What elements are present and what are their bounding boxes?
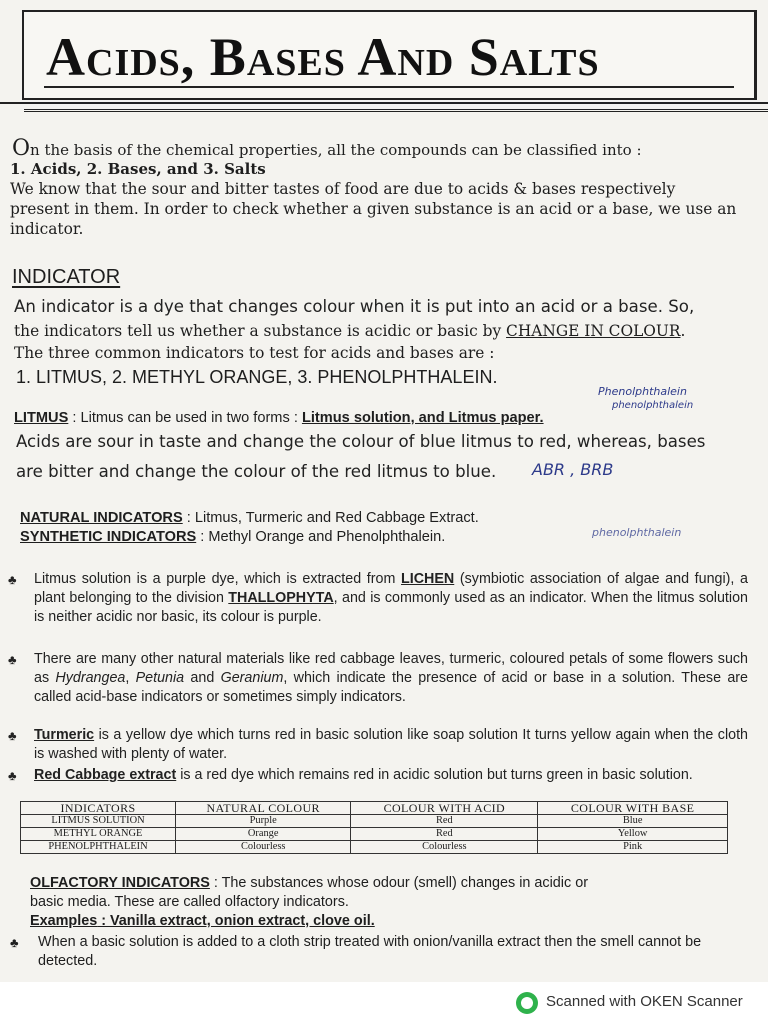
examples-text: : Vanilla extract, onion extract, clove oil.	[97, 913, 375, 929]
table-cell: Blue	[538, 815, 728, 828]
bullet-basic-solution	[10, 933, 730, 971]
title-underline	[44, 86, 734, 88]
bullet-2-text-b: , which indicate the presence of acid or base in a solution. These are called acid-base indicators or sometimes simply indicators.	[34, 670, 748, 705]
examples-label: Examples	[30, 913, 98, 929]
club-bullet-icon: ♣	[10, 935, 19, 950]
synthetic-indicators-label: SYNTHETIC INDICATORS	[20, 529, 197, 545]
thallophyta-term: THALLOPHYTA	[228, 590, 334, 606]
bullet-1-text-c: , and is commonly used as an indicator. When the litmus solution is neither acidic nor basic, its colour is purple.	[34, 590, 748, 625]
handwritten-note-phenolphthalein-1: Phenolphthalein	[598, 385, 687, 398]
table-cell: Orange	[176, 828, 351, 841]
red-cabbage-term: Red Cabbage extract	[34, 767, 177, 783]
table-header: NATURAL COLOUR	[176, 802, 351, 815]
bullet-red-cabbage	[8, 766, 748, 785]
table-cell: Red	[351, 815, 538, 828]
intro-line-5: indicator.	[10, 220, 84, 238]
table-cell: Yellow	[538, 828, 728, 841]
table-cell: Colourless	[351, 841, 538, 854]
acid-base-line-1: Acids are sour in taste and change the colour of blue litmus to red, whereas, bases	[16, 432, 706, 451]
olfactory-label: OLFACTORY INDICATORS	[30, 875, 210, 891]
acid-base-line-2: are bitter and change the colour of the red litmus to blue.	[16, 462, 497, 481]
olfactory-line-1	[30, 875, 588, 891]
table-cell: METHYL ORANGE	[21, 828, 176, 841]
synthetic-indicators-text: : Methyl Orange and Phenolphthalein.	[196, 529, 446, 545]
indicator-heading: INDICATOR	[12, 266, 121, 288]
natural-indicators-line	[20, 510, 479, 526]
bullet-2-sep: ,	[125, 670, 136, 686]
table-row	[21, 815, 728, 828]
litmus-label: LITMUS	[14, 410, 69, 426]
table-row	[21, 828, 728, 841]
olfactory-line-2: basic media. These are called olfactory indicators.	[30, 894, 349, 910]
handwritten-note-phenolphthalein-3: phenolphthalein	[592, 526, 682, 539]
handwritten-note-phenolphthalein-2: phenolphthalein	[612, 400, 694, 411]
table-header-row	[21, 802, 728, 815]
bullet-2-and: and	[184, 670, 221, 686]
natural-indicators-text: : Litmus, Turmeric and Red Cabbage Extract.	[182, 510, 479, 526]
indicator-line-2-text: the indicators tell us whether a substance is acidic or basic by	[14, 322, 507, 340]
olfactory-text-1: : The substances whose odour (smell) changes in acidic or	[209, 875, 588, 891]
intro-line-4: present in them. In order to check whether a given substance is an acid or a base, we use an	[10, 200, 737, 218]
petunia-term: Petunia	[135, 670, 185, 686]
page-title: Acids, Bases And Salts	[46, 27, 600, 87]
turmeric-term: Turmeric	[34, 727, 95, 743]
bullet-1-text-a: Litmus solution is a purple dye, which is extracted from	[34, 571, 402, 587]
club-bullet-icon: ♣	[8, 652, 17, 667]
indicator-line-2-end: .	[680, 322, 686, 340]
change-in-colour: CHANGE IN COLOUR	[506, 322, 681, 340]
header-divider	[0, 102, 768, 104]
indicator-list: 1. LITMUS, 2. METHYL ORANGE, 3. PHENOLPHTHALEIN.	[16, 367, 498, 387]
scanner-watermark-text: Scanned with OKEN Scanner	[546, 993, 743, 1010]
synthetic-indicators-line	[20, 529, 445, 545]
litmus-forms: Litmus solution, and Litmus paper.	[301, 410, 544, 426]
indicator-line-2	[14, 322, 685, 340]
table-header: COLOUR WITH ACID	[351, 802, 538, 815]
intro-classification: 1. Acids, 2. Bases, and 3. Salts	[10, 160, 266, 178]
title-banner	[22, 10, 757, 100]
handwritten-note-abr-brb: ABR , BRB	[532, 460, 614, 479]
drop-cap: O	[12, 136, 31, 161]
table-header: COLOUR WITH BASE	[538, 802, 728, 815]
club-bullet-icon: ♣	[8, 572, 17, 587]
table-cell: PHENOLPHTHALEIN	[21, 841, 176, 854]
bullet-text	[34, 570, 748, 627]
table-cell: Purple	[176, 815, 351, 828]
intro-line-1-text: n the basis of the chemical properties, all the compounds can be classified into :	[30, 141, 642, 159]
club-bullet-icon: ♣	[8, 728, 17, 743]
table-header: INDICATORS	[21, 802, 176, 815]
bullet-3-text: is a yellow dye which turns red in basic solution like soap solution It turns yellow again when the cloth is washed with plenty of water.	[34, 727, 748, 762]
examples-line	[30, 913, 375, 929]
bullet-litmus-solution	[8, 570, 748, 627]
table-row	[21, 841, 728, 854]
table-cell: Colourless	[176, 841, 351, 854]
bullet-turmeric	[8, 726, 748, 764]
table-cell: LITMUS SOLUTION	[21, 815, 176, 828]
litmus-line	[14, 410, 544, 426]
club-bullet-icon: ♣	[8, 768, 17, 783]
hydrangea-term: Hydrangea	[55, 670, 126, 686]
intro-line-3: We know that the sour and bitter tastes of food are due to acids & bases respectively	[10, 180, 676, 198]
litmus-text-a: : Litmus can be used in two forms :	[68, 410, 302, 426]
natural-indicators-label: NATURAL INDICATORS	[20, 510, 183, 526]
bullet-text	[34, 766, 748, 785]
table-cell: Pink	[538, 841, 728, 854]
table-cell: Red	[351, 828, 538, 841]
bullet-2-text-a: There are many other natural materials like red cabbage leaves, turmeric, coloured petals of some flowers such as	[34, 651, 748, 686]
bullet-natural-materials	[8, 650, 748, 707]
geranium-term: Geranium	[220, 670, 284, 686]
indicator-definition: An indicator is a dye that changes colour when it is put into an acid or a base. So,	[14, 297, 695, 316]
bullet-text: When a basic solution is added to a cloth strip treated with onion/vanilla extract then the smell cannot be detected.	[38, 934, 702, 969]
intro-line-1	[12, 136, 642, 161]
lichen-term: LICHEN	[401, 571, 455, 587]
oken-scanner-logo-icon	[516, 992, 538, 1014]
bullet-text	[34, 650, 748, 707]
scanner-footer	[0, 982, 768, 1024]
bullet-4-text: is a red dye which remains red in acidic solution but turns green in basic solution.	[176, 767, 693, 783]
indicator-line-3: The three common indicators to test for acids and bases are :	[14, 344, 495, 362]
indicator-colour-table	[20, 801, 728, 854]
bullet-text	[34, 726, 748, 764]
bullet-1-text-b: (symbiotic association of algae and fungi), a plant belonging to the division	[34, 571, 748, 606]
